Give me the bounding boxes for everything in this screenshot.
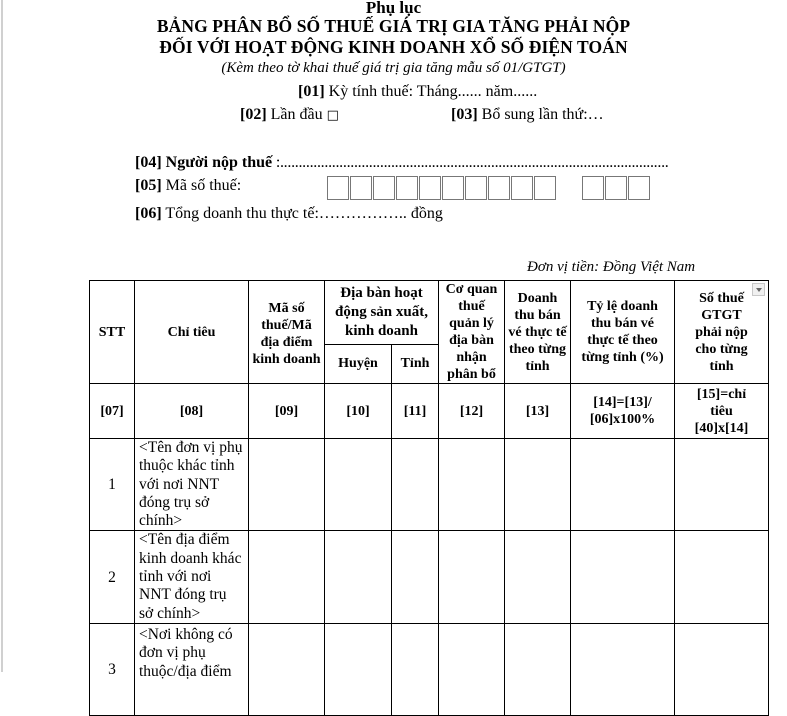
cell-huyen[interactable] [325, 439, 392, 531]
field-03-text: Bổ sung lần thứ:… [477, 106, 604, 123]
tax-code-branch-box[interactable] [582, 176, 604, 200]
row-label: <Tên đơn vị phụ thuộc khác tỉnh với nơi NNT đóng trụ sở chính> [135, 439, 249, 531]
field-02-text: Lần đầu [266, 106, 327, 123]
cell-doanh-thu[interactable] [505, 531, 571, 623]
cell-so-thue[interactable] [675, 439, 769, 531]
tax-code-digit-box[interactable] [442, 176, 464, 200]
field-01-tax-period [298, 83, 537, 101]
table-row [90, 623, 769, 715]
tax-code-digit-box[interactable] [465, 176, 487, 200]
appendix-label: Phụ lục [365, 0, 422, 17]
field-01-text: Kỳ tính thuế: Tháng...... năm...... [324, 83, 538, 100]
cell-ty-le[interactable] [571, 623, 675, 715]
tax-code-branch-box[interactable] [628, 176, 650, 200]
cell-ty-le[interactable] [571, 439, 675, 531]
field-03-supplement [451, 106, 604, 124]
field-04-label: Người nộp thuế [161, 154, 273, 171]
row-label: <Nơi không có đơn vị phụ thuộc/địa điểm [135, 623, 249, 715]
row-stt: 1 [90, 439, 135, 531]
cell-huyen[interactable] [325, 623, 392, 715]
code-cell: [10] [325, 384, 392, 439]
cell-ma-so-thue[interactable] [249, 531, 325, 623]
first-time-checkbox[interactable]: □ [326, 108, 339, 123]
cell-tinh[interactable] [392, 531, 439, 623]
code-cell: [11] [392, 384, 439, 439]
currency-unit: Đơn vị tiền: Đồng Việt Nam [527, 259, 696, 275]
header-chi-tieu: Chỉ tiêu [135, 281, 249, 384]
header-dia-ban: Địa bàn hoạt động sản xuất, kinh doanh [325, 281, 439, 345]
tax-code-digit-box[interactable] [350, 176, 372, 200]
code-cell: [14]=[13]/ [06]x100% [571, 384, 675, 439]
header-co-quan-thue: Cơ quan thuế quản lý địa bàn nhận phân bổ [439, 281, 505, 384]
field-05-tax-code [135, 177, 241, 195]
row-label: <Tên địa điểm kinh doanh khác tỉnh với nơi NNT đóng trụ sở chính> [135, 531, 249, 623]
taxpayer-input-dots[interactable]: :......................................................................................................... [272, 154, 669, 171]
header-tinh: Tỉnh [392, 344, 439, 383]
document-title-line1: BẢNG PHÂN BỔ SỐ THUẾ GIÁ TRỊ GIA TĂNG PHẢI NỘP [156, 16, 631, 36]
code-cell: [12] [439, 384, 505, 439]
cell-so-thue[interactable] [675, 623, 769, 715]
tax-code-digit-box[interactable] [511, 176, 533, 200]
field-05-code: [05] [135, 177, 162, 194]
cell-so-thue[interactable] [675, 531, 769, 623]
tax-code-digit-box[interactable] [419, 176, 441, 200]
field-04-taxpayer [135, 154, 669, 172]
code-cell: [07] [90, 384, 135, 439]
cell-doanh-thu[interactable] [505, 439, 571, 531]
code-cell: [08] [135, 384, 249, 439]
code-cell: [15]=chỉ tiêu [40]x[14] [675, 384, 769, 439]
table-code-row [90, 384, 769, 439]
tax-code-digit-box[interactable] [488, 176, 510, 200]
cell-co-quan-thue[interactable] [439, 439, 505, 531]
page-edge [1, 0, 3, 672]
cell-ty-le[interactable] [571, 531, 675, 623]
field-02-first-time [240, 106, 339, 124]
cell-tinh[interactable] [392, 439, 439, 531]
field-06-text: Tổng doanh thu thực tế:…………….. đồng [161, 205, 443, 222]
header-huyen: Huyện [325, 344, 392, 383]
tax-code-digit-box[interactable] [373, 176, 395, 200]
row-stt: 2 [90, 531, 135, 623]
cell-co-quan-thue[interactable] [439, 531, 505, 623]
document-title-line2: ĐỐI VỚI HOẠT ĐỘNG KINH DOANH XỔ SỐ ĐIỆN TOÁN [159, 37, 628, 57]
table-row [90, 439, 769, 531]
header-stt: STT [90, 281, 135, 384]
cell-ma-so-thue[interactable] [249, 623, 325, 715]
field-06-total-revenue [135, 205, 443, 223]
table-header-row [90, 281, 769, 345]
row-stt: 3 [90, 623, 135, 715]
table-row [90, 531, 769, 623]
header-ty-le: Tỷ lệ doanh thu bán vé thực tế theo từng tỉnh (%) [571, 281, 675, 384]
field-06-code: [06] [135, 205, 162, 222]
dropdown-arrow-icon[interactable] [752, 283, 765, 296]
field-04-code: [04] [135, 154, 162, 171]
field-03-code: [03] [451, 106, 478, 123]
code-cell: [13] [505, 384, 571, 439]
tax-code-digit-box[interactable] [396, 176, 418, 200]
field-02-code: [02] [240, 106, 267, 123]
tax-code-digit-box[interactable] [327, 176, 349, 200]
code-cell: [09] [249, 384, 325, 439]
header-doanh-thu: Doanh thu bán vé thực tế theo từng tỉnh [505, 281, 571, 384]
cell-doanh-thu[interactable] [505, 623, 571, 715]
allocation-table [89, 280, 769, 716]
header-ma-so-thue: Mã số thuế/Mã địa điểm kinh doanh [249, 281, 325, 384]
cell-ma-so-thue[interactable] [249, 439, 325, 531]
header-so-thue: Số thuế GTGT phải nộp cho từng tỉnh [675, 281, 769, 384]
cell-tinh[interactable] [392, 623, 439, 715]
field-05-text: Mã số thuế: [161, 177, 242, 194]
tax-code-branch-box[interactable] [605, 176, 627, 200]
field-01-code: [01] [298, 83, 325, 100]
tax-code-digit-box[interactable] [534, 176, 556, 200]
cell-huyen[interactable] [325, 531, 392, 623]
document-subtitle: (Kèm theo tờ khai thuế giá trị gia tăng mẫu số 01/GTGT) [221, 60, 566, 76]
cell-co-quan-thue[interactable] [439, 623, 505, 715]
